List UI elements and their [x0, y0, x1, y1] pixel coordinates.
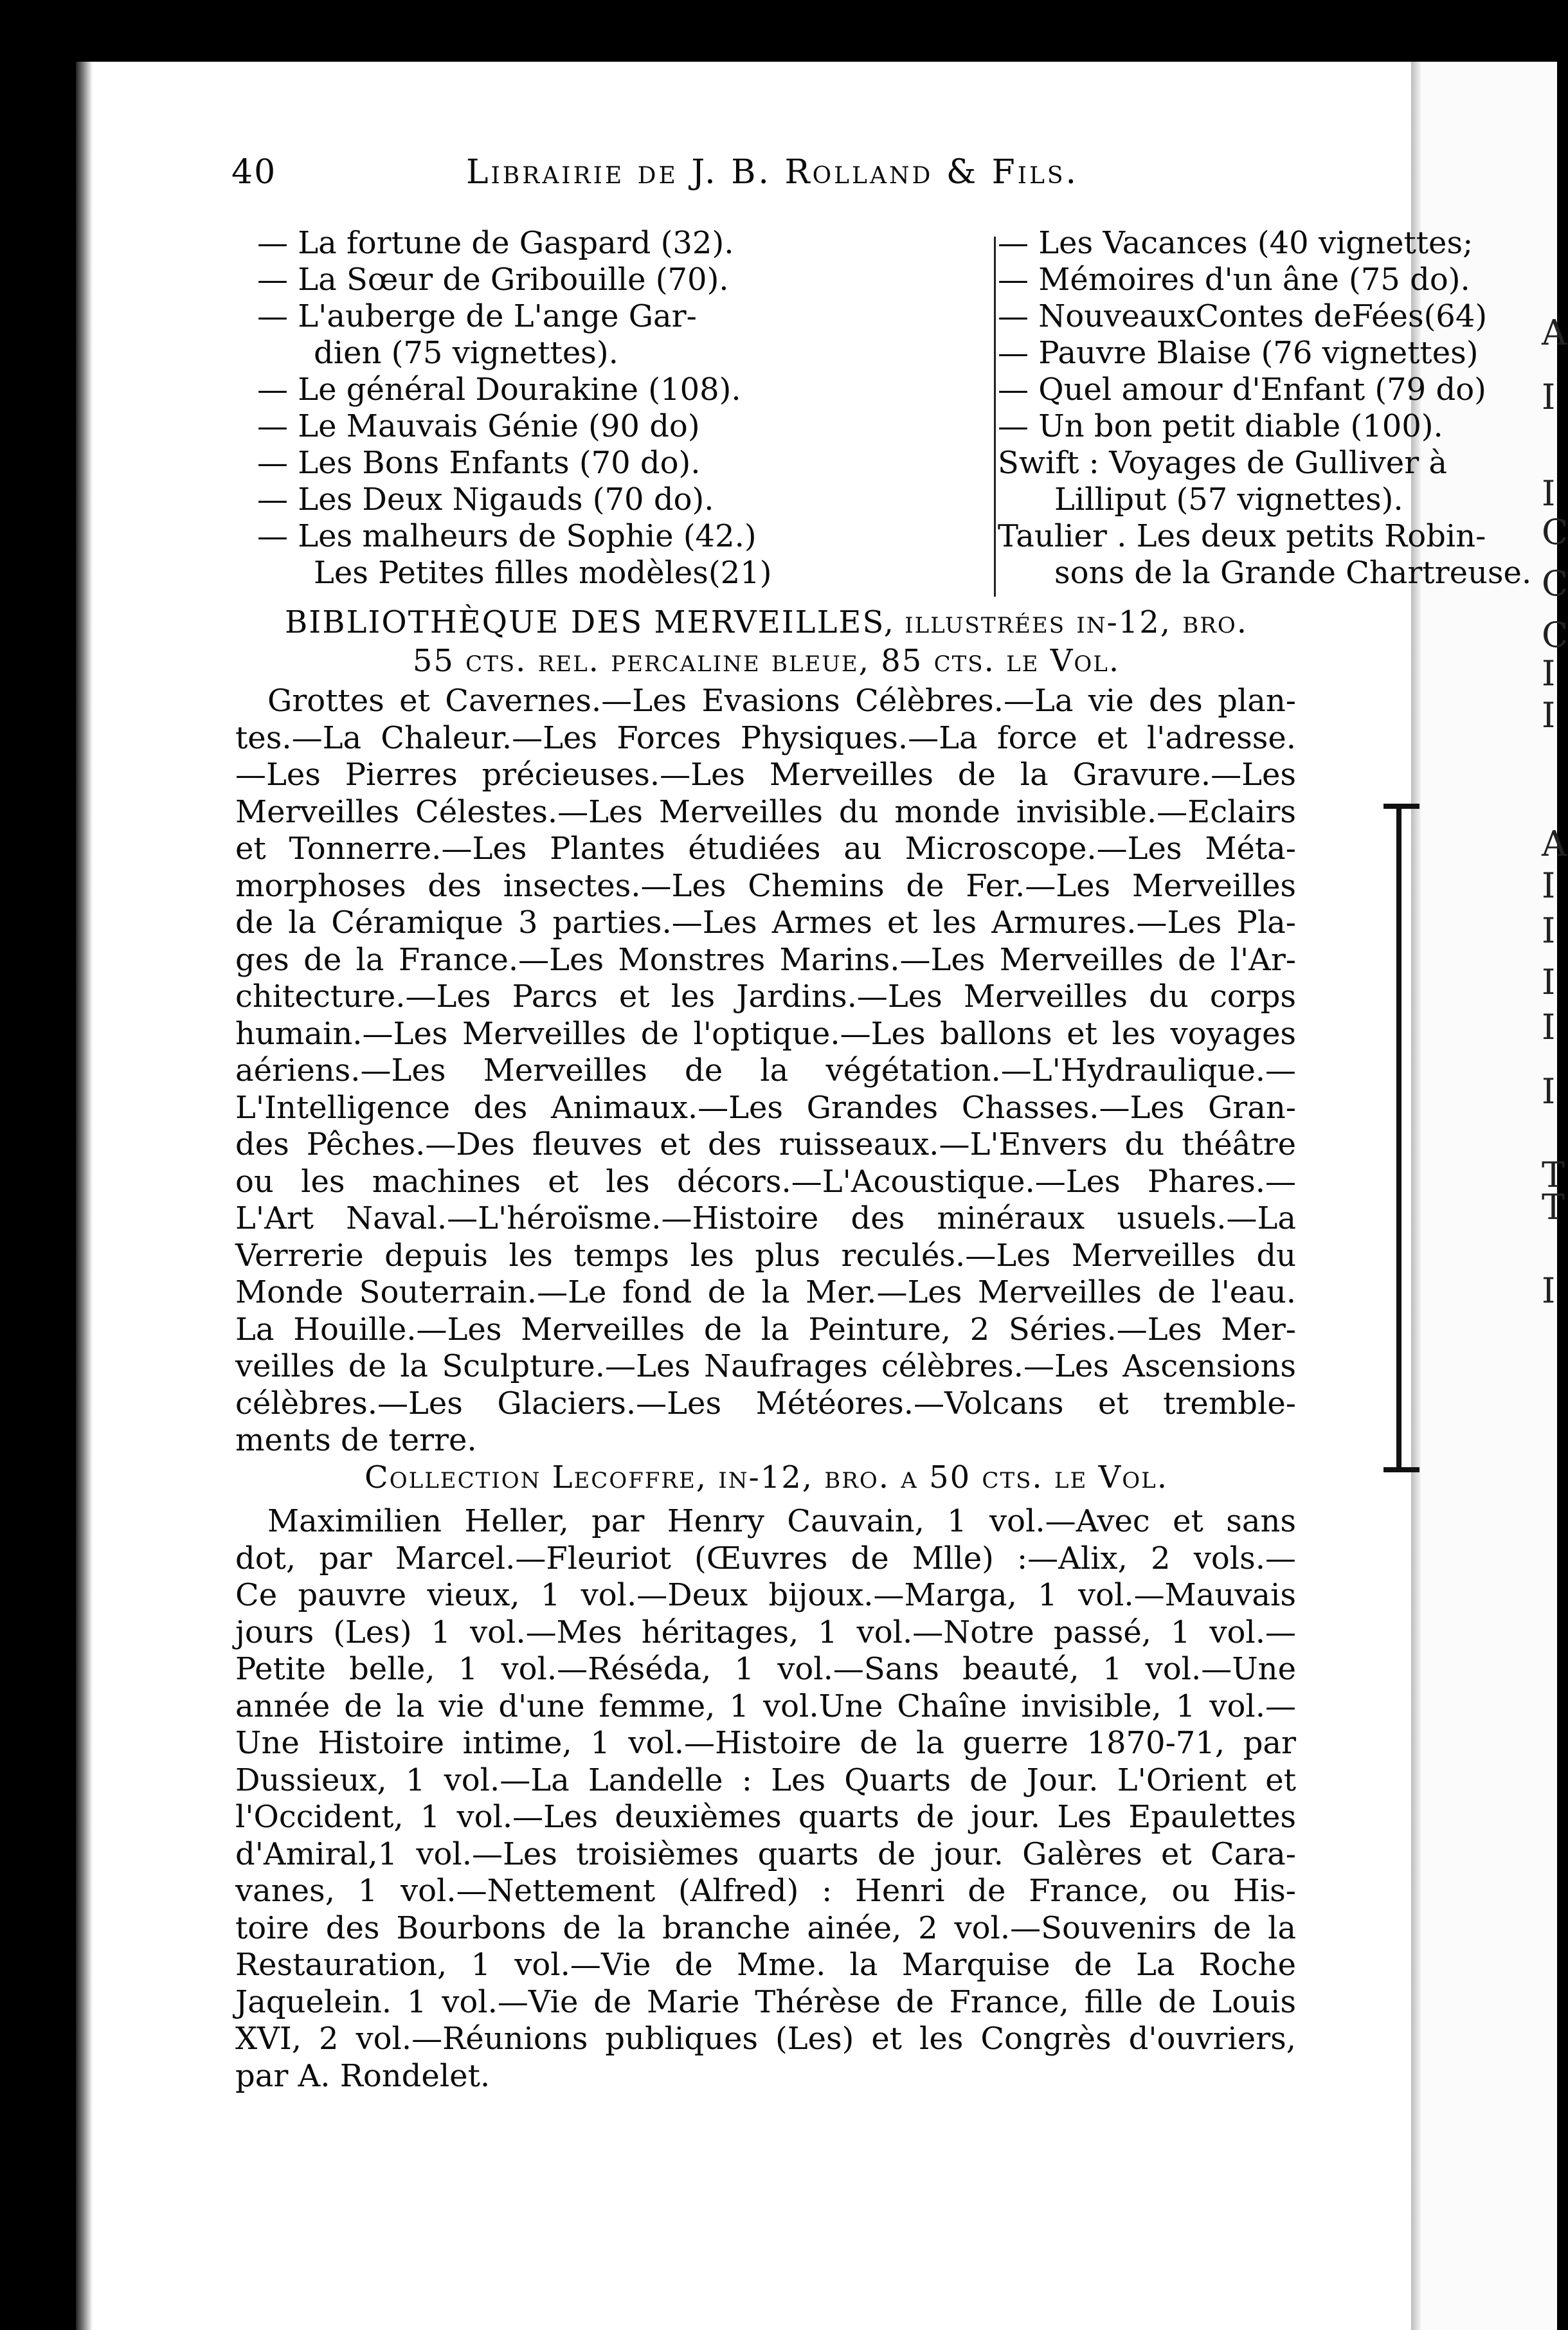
text-line: toire des Bourbons de la branche ainée, 2 vol.—Souvenirs de la — [235, 1910, 1296, 1946]
text-line: aériens.—Les Merveilles de la végétation.—L'Hydraulique.— — [235, 1052, 1296, 1088]
text-line: L'Art Naval.—L'héroïsme.—Histoire des minéraux usuels.—La — [235, 1200, 1296, 1236]
page-left-edge — [76, 62, 93, 2330]
next-page-letter: T — [1542, 1187, 1565, 1227]
text-line: par A. Rondelet. — [235, 2057, 491, 2094]
text-line: chitecture.—Les Parcs et les Jardins.—Les Merveilles du corps — [235, 979, 1296, 1015]
text-line: ges de la France.—Les Monstres Marins.—Les Merveilles de l'Ar- — [235, 941, 1296, 978]
lecoffre-heading-text: Collection Lecoffre, in-12, bro. a 50 cts. le Vol. — [365, 1459, 1168, 1495]
next-page-letter: I — [1542, 473, 1556, 514]
next-page-letter: I — [1542, 1270, 1556, 1311]
next-page-letter: I — [1542, 695, 1556, 736]
text-line: Monde Souterrain.—Le fond de la Mer.—Les Merveilles de l'eau. — [235, 1274, 1296, 1310]
text-line: ments de terre. — [235, 1422, 477, 1458]
lecoffre-paragraph — [235, 1503, 1296, 2095]
next-page-letter: C — [1542, 563, 1568, 604]
list-item: — Le général Dourakine (108). — [257, 372, 741, 408]
text-line: XVI, 2 vol.—Réunions publiques (Les) et les Congrès d'ouvriers, — [235, 2021, 1296, 2057]
text-line: Ce pauvre vieux, 1 vol.—Deux bijoux.—Marga, 1 vol.—Mauvais — [235, 1577, 1296, 1613]
next-page-letter: A — [1542, 824, 1567, 864]
text-line: Une Histoire intime, 1 vol.—Histoire de la guerre 1870-71, par — [235, 1725, 1296, 1761]
text-line: de la Céramique 3 parties.—Les Armes et les Armures.—Les Pla- — [235, 905, 1296, 941]
list-item: — L'auberge de L'ange Gar- — [257, 298, 697, 334]
left-column — [257, 225, 984, 592]
running-title: Librairie de J. B. Rolland & Fils. — [466, 153, 1079, 192]
list-item: — Les Bons Enfants (70 do). — [257, 445, 701, 481]
text-line: Verrerie depuis les temps les plus reculés.—Les Merveilles du — [235, 1237, 1296, 1274]
text-line: Merveilles Célestes.—Les Merveilles du monde invisible.—Eclairs — [235, 793, 1296, 830]
merveilles-heading-line2: 55 cts. rel. percaline bleue, 85 cts. le Vol. — [412, 643, 1121, 679]
next-page-letter: I — [1542, 865, 1556, 906]
list-item: — La Sœur de Gribouille (70). — [257, 262, 729, 298]
text-line: morphoses des insectes.—Les Chemins de Fer.—Les Merveilles — [235, 867, 1296, 904]
merveilles-heading-main: BIBLIOTHÈQUE DES MERVEILLES, — [285, 604, 895, 640]
merveilles-heading — [239, 603, 1293, 680]
next-page-letter: I — [1542, 377, 1556, 417]
list-item: — Pauvre Blaise (76 vignettes) — [998, 335, 1479, 371]
merveilles-paragraph — [235, 683, 1296, 1459]
next-page-letter: C — [1542, 615, 1568, 655]
text-line: jours (Les) 1 vol.—Mes héritages, 1 vol.—Notre passé, 1 vol.— — [235, 1614, 1296, 1650]
text-line: La Houille.—Les Merveilles de la Peinture, 2 Séries.—Les Mer- — [235, 1311, 1296, 1348]
next-page-letter: I — [1542, 910, 1556, 951]
list-item: Taulier . Les deux petits Robin- — [998, 518, 1486, 554]
text-line: —Les Pierres précieuses.—Les Merveilles de la Gravure.—Les — [235, 757, 1296, 793]
list-item: dien (75 vignettes). — [314, 335, 618, 371]
page-number: 40 — [231, 153, 277, 192]
list-item: sons de la Grande Chartreuse. — [1054, 555, 1532, 591]
list-item: — Les Vacances (40 vignettes; — [998, 225, 1473, 261]
text-line: dot, par Marcel.—Fleuriot (Œuvres de Mlle) :—Alix, 2 vols.— — [235, 1540, 1296, 1576]
list-item: — Le Mauvais Génie (90 do) — [257, 408, 700, 444]
text-line: L'Intelligence des Animaux.—Les Grandes Chasses.—Les Gran- — [235, 1089, 1296, 1126]
text-line: Dussieux, 1 vol.—La Landelle : Les Quarts de Jour. L'Orient et — [235, 1762, 1296, 1798]
merveilles-heading-rest: illustrées in-12, bro. — [905, 604, 1248, 640]
text-line: Restauration, 1 vol.—Vie de Mme. la Marquise de La Roche — [235, 1947, 1296, 1983]
list-item: Swift : Voyages de Gulliver à — [998, 445, 1448, 481]
two-column-list — [231, 225, 1532, 599]
text-line: tes.—La Chaleur.—Les Forces Physiques.—La force et l'adresse. — [235, 719, 1296, 756]
list-item: — La fortune de Gaspard (32). — [257, 225, 734, 261]
text-line: Maximilien Heller, par Henry Cauvain, 1 vol.—Avec et sans — [267, 1503, 1296, 1539]
next-page-letter: T — [1542, 1155, 1565, 1195]
text-line: année de la vie d'une femme, 1 vol.Une Chaîne invisible, 1 vol.— — [235, 1688, 1296, 1724]
text-line: Grottes et Cavernes.—Les Evasions Célèbres.—La vie des plan- — [267, 683, 1296, 719]
text-line: célèbres.—Les Glaciers.—Les Météores.—Volcans et tremble- — [235, 1385, 1296, 1422]
next-page-letter: I — [1542, 1071, 1556, 1112]
text-line: d'Amiral,1 vol.—Les troisièmes quarts de jour. Galères et Cara- — [235, 1836, 1296, 1872]
list-item: — Un bon petit diable (100). — [998, 408, 1443, 444]
list-item: Les Petites filles modèles(21) — [314, 555, 772, 591]
next-page-letter: I — [1542, 1007, 1556, 1047]
list-item: — Mémoires d'un âne (75 do). — [998, 262, 1470, 298]
text-line: veilles de la Sculpture.—Les Naufrages célèbres.—Les Ascensions — [235, 1348, 1296, 1384]
text-line: des Pêches.—Des fleuves et des ruisseaux.—L'Envers du théâtre — [235, 1126, 1296, 1162]
list-item: — Les Deux Nigauds (70 do). — [257, 482, 714, 518]
list-item: — Quel amour d'Enfant (79 do) — [998, 372, 1486, 408]
right-column — [998, 225, 1551, 592]
text-line: l'Occident, 1 vol.—Les deuxièmes quarts de jour. Les Epaulettes — [235, 1799, 1296, 1835]
column-divider — [994, 237, 996, 597]
list-item: Lilliput (57 vignettes). — [1054, 482, 1403, 518]
next-page-letter: C — [1542, 512, 1568, 552]
text-line: et Tonnerre.—Les Plantes étudiées au Microscope.—Les Méta- — [235, 831, 1296, 867]
next-page-letter: A — [1542, 312, 1567, 353]
page-clip-bracket — [1396, 804, 1421, 1472]
text-line: Jaquelein. 1 vol.—Vie de Marie Thérèse de France, fille de Louis — [235, 1983, 1296, 2020]
next-page-letter: I — [1542, 653, 1556, 694]
next-page-letter: I — [1542, 962, 1556, 1002]
text-line: vanes, 1 vol.—Nettement (Alfred) : Henri de France, ou His- — [235, 1873, 1296, 1909]
text-line: humain.—Les Merveilles de l'optique.—Les ballons et les voyages — [235, 1015, 1296, 1052]
lecoffre-heading — [239, 1458, 1293, 1497]
text-line: Petite belle, 1 vol.—Réséda, 1 vol.—Sans beauté, 1 vol.—Une — [235, 1651, 1296, 1687]
list-item: — NouveauxContes deFées(64) — [998, 298, 1488, 334]
text-line: ou les machines et les décors.—L'Acoustique.—Les Phares.— — [235, 1163, 1296, 1200]
list-item: — Les malheurs de Sophie (42.) — [257, 518, 757, 554]
